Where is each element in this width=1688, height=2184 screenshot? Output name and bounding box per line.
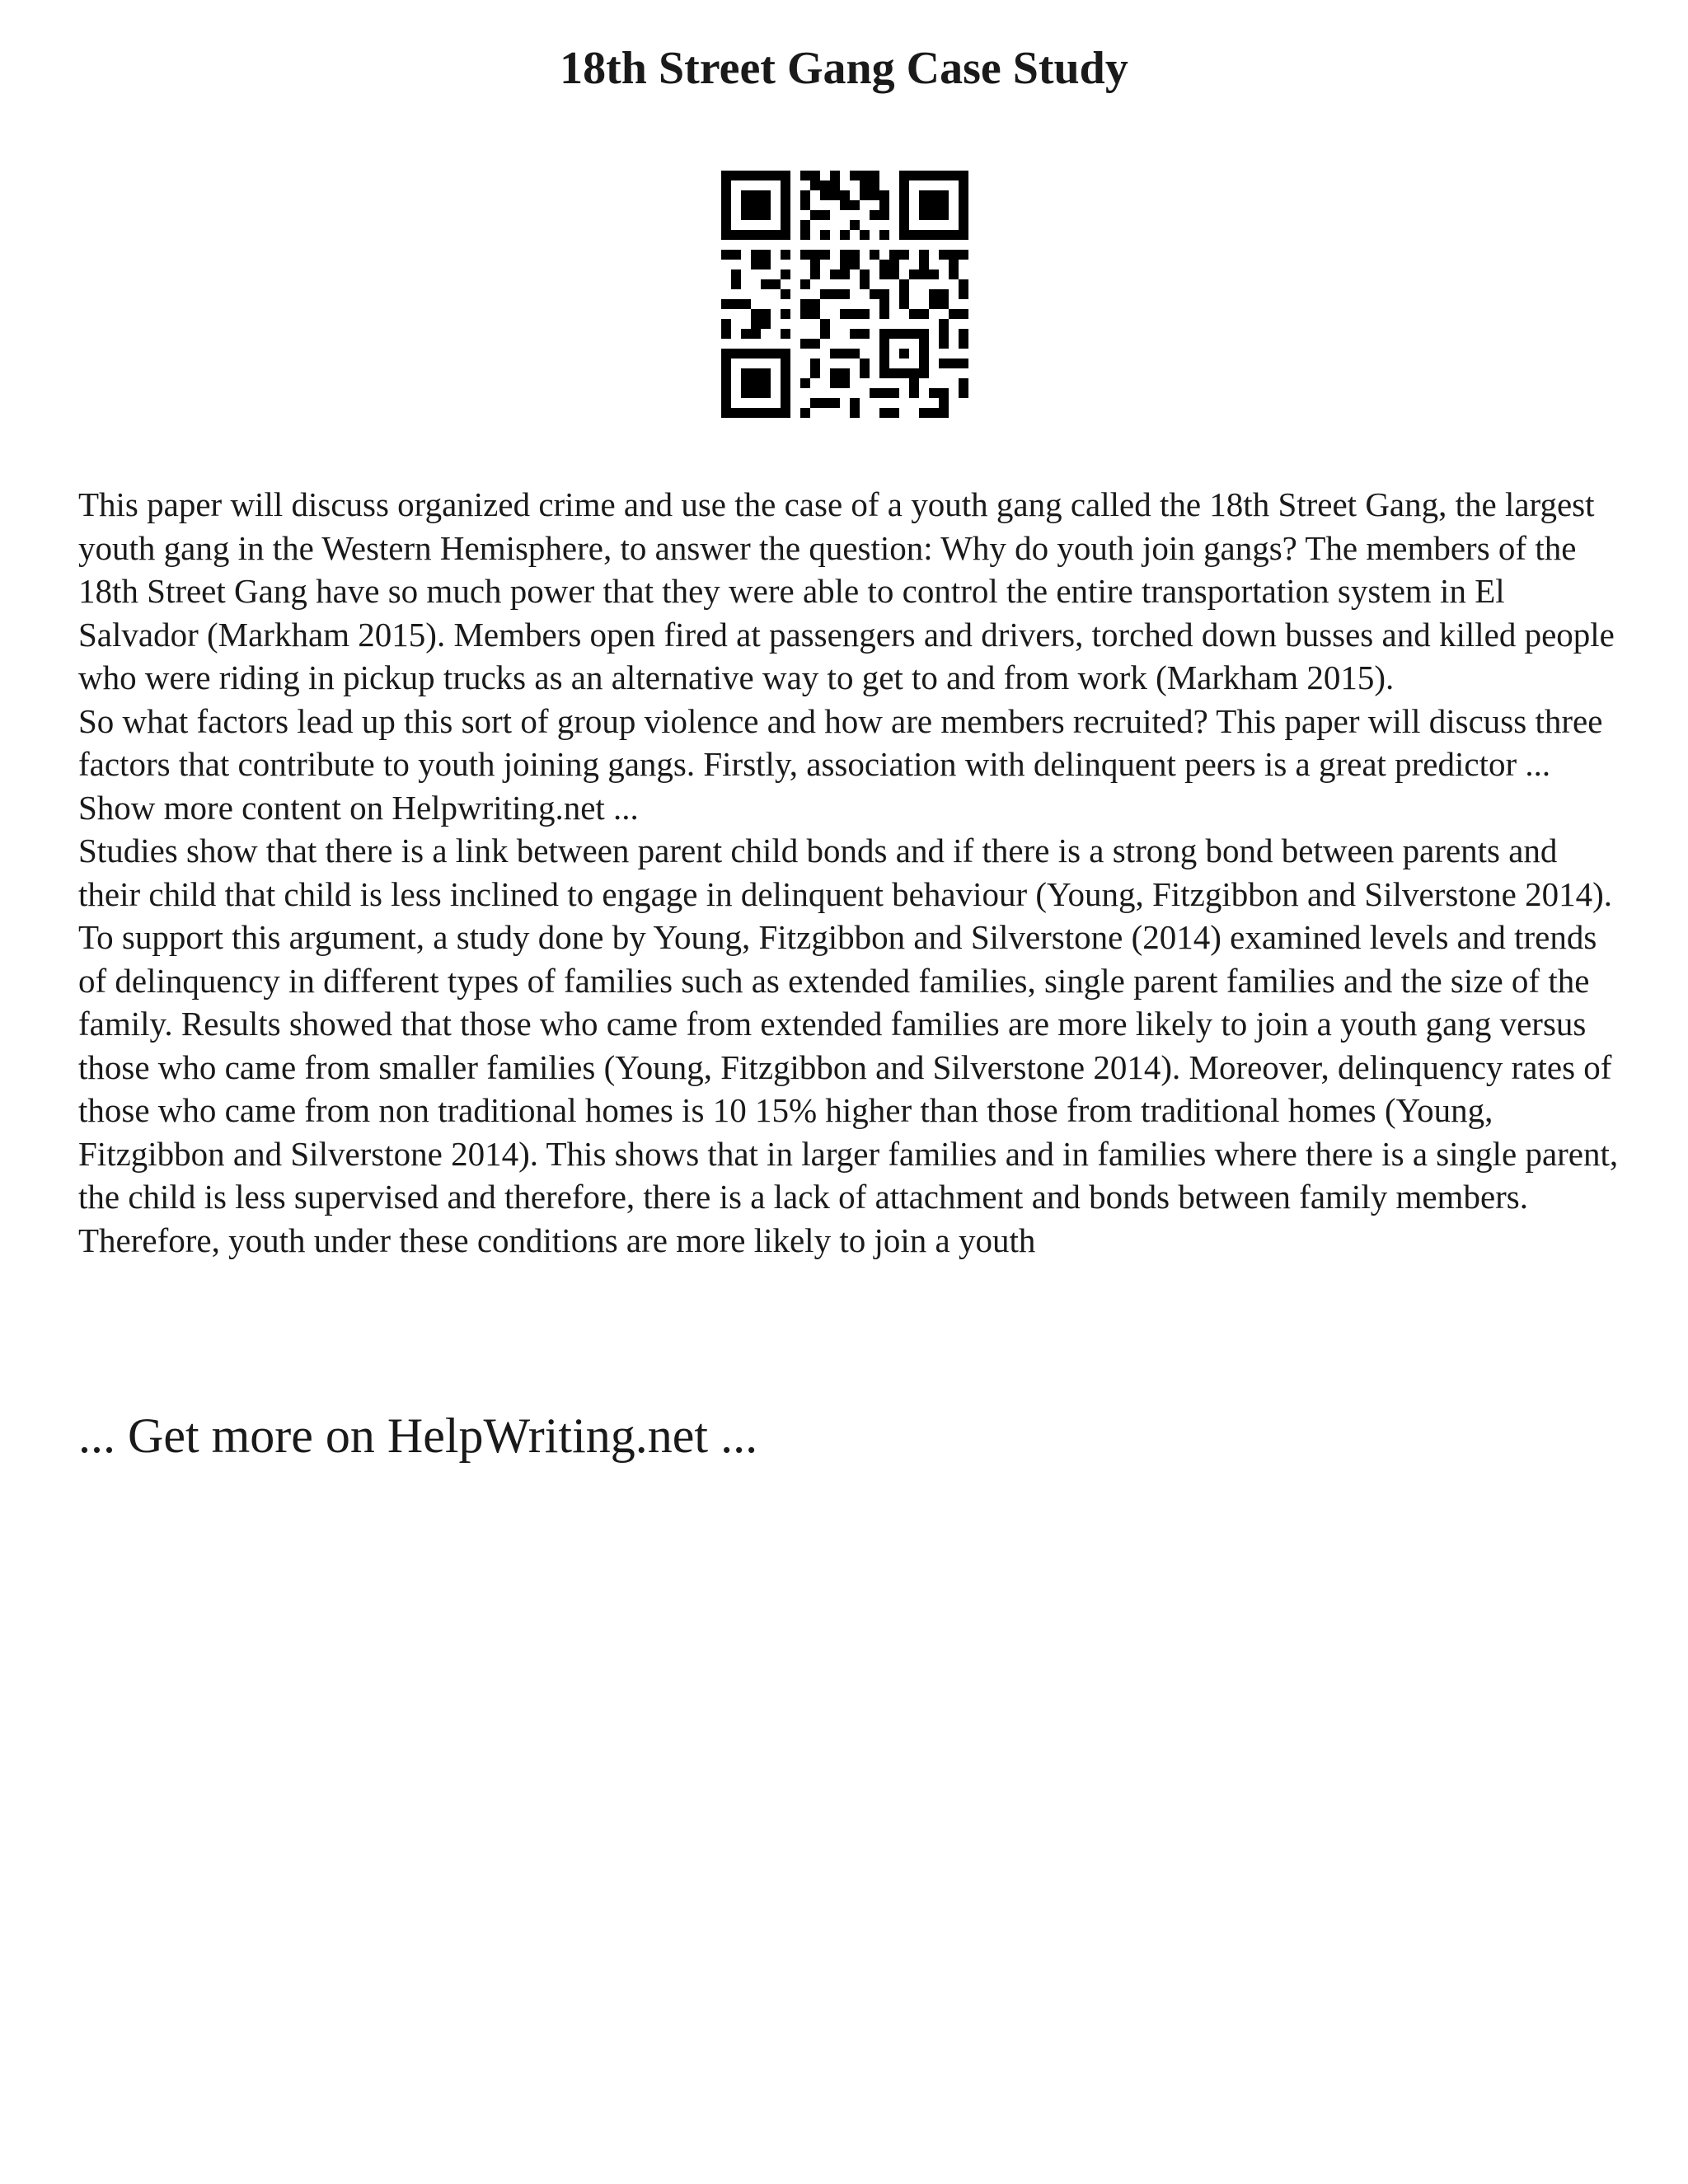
- document-title: 18th Street Gang Case Study: [560, 43, 1128, 94]
- paragraph-studies: Studies show that there is a link between parent child bonds and if there is a strong bond between parents and their child that child is less inclined to engage in delinquent behaviour (Young, Fitzgibbon and Silverstone 2014). To support this argument, a study done by Young, Fitzgibbon and Silverstone (2014) examined levels and trends of delinquency in different types of families such as extended families, single parent families and the size of the family. Results showed that those who came from extended families are more likely to join a youth gang versus those who came from smaller families (Young, Fitzgibbon and Silverstone 2014). Moreover, delinquency rates of those who came from non traditional homes is 10 15% higher than those from traditional homes (Young, Fitzgibbon and Silverstone 2014). This shows that in larger families and in families where there is a single parent, the child is less supervised and therefore, there is a lack of attachment and bonds between family members. Therefore, youth under these conditions are more likely to join a youth: [78, 832, 1619, 1259]
- get-more-link[interactable]: ... Get more on HelpWriting.net ...: [78, 1408, 758, 1463]
- qr-code-icon[interactable]: [721, 171, 968, 418]
- paragraph-factors: So what factors lead up this sort of group violence and how are members recruited? This paper will discuss three factors that contribute to youth joining gangs. Firstly, association with delinquent peers is a great predictor ... Show more content on Helpwriting.net ...: [78, 701, 1603, 827]
- article-body: [78, 483, 1620, 1262]
- paragraph-intro: This paper will discuss organized crime and use the case of a youth gang called the 18th Street Gang, the largest youth gang in the Western Hemisphere, to answer the question: Why do youth join gangs? The members of the 18th Street Gang have so much power that they were able to control the entire transportation system in El Salvador (Markham 2015). Members open fired at passengers and drivers, torched down busses and killed people who were riding in pickup trucks as an alternative way to get to and from work (Markham 2015).: [78, 485, 1615, 696]
